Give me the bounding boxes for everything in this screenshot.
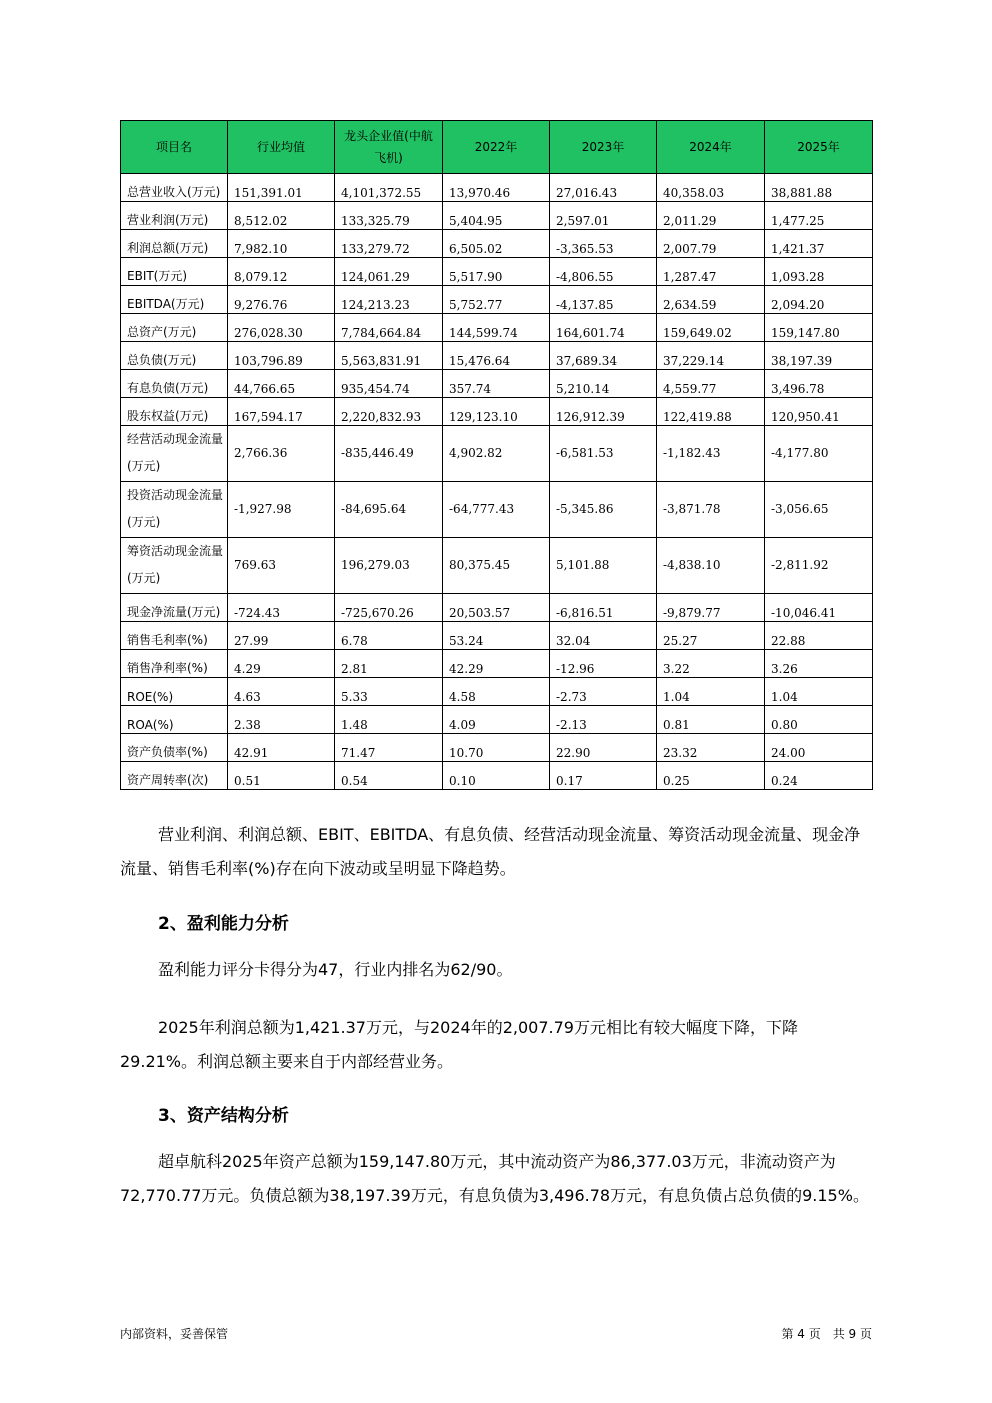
- value-cell: 164,601.74: [550, 314, 657, 342]
- value-cell: 5,752.77: [443, 286, 550, 314]
- table-row: [121, 706, 873, 734]
- value-cell: 24.00: [765, 734, 873, 762]
- value-cell: 0.17: [550, 762, 657, 790]
- value-cell: -9,879.77: [657, 594, 765, 622]
- row-label-cell: 总资产(万元): [121, 314, 228, 342]
- value-cell: 7,982.10: [228, 230, 335, 258]
- row-label-cell: 利润总额(万元): [121, 230, 228, 258]
- value-cell: 1,421.37: [765, 230, 873, 258]
- value-cell: 124,213.23: [335, 286, 443, 314]
- value-cell: 4.09: [443, 706, 550, 734]
- value-cell: 25.27: [657, 622, 765, 650]
- row-label-cell: EBIT(万元): [121, 258, 228, 286]
- row-label-cell: 筹资活动现金流量(万元): [121, 538, 228, 594]
- value-cell: 4,902.82: [443, 426, 550, 482]
- paragraph-trend: 营业利润、利润总额、EBIT、EBITDA、有息负债、经营活动现金流量、筹资活动现金流量、现金净流量、销售毛利率(%)存在向下波动或呈明显下降趋势。: [120, 825, 861, 878]
- value-cell: 1.48: [335, 706, 443, 734]
- value-cell: 53.24: [443, 622, 550, 650]
- paragraph-score: 盈利能力评分卡得分为47，行业内排名为62/90。: [158, 960, 513, 979]
- value-cell: -1,927.98: [228, 482, 335, 538]
- table-row: [121, 426, 873, 482]
- value-cell: 2,220,832.93: [335, 398, 443, 426]
- header-cell: 龙头企业值(中航飞机): [335, 121, 443, 174]
- value-cell: -4,137.85: [550, 286, 657, 314]
- table-row: [121, 286, 873, 314]
- value-cell: 71.47: [335, 734, 443, 762]
- value-cell: 357.74: [443, 370, 550, 398]
- table-row: [121, 762, 873, 790]
- value-cell: 5,404.95: [443, 202, 550, 230]
- value-cell: -84,695.64: [335, 482, 443, 538]
- row-label-cell: 资产负债率(%): [121, 734, 228, 762]
- value-cell: 42.29: [443, 650, 550, 678]
- value-cell: 122,419.88: [657, 398, 765, 426]
- value-cell: 129,123.10: [443, 398, 550, 426]
- footer-page-number: 第 4 页 共 9 页: [781, 1327, 872, 1341]
- row-label-cell: 销售净利率(%): [121, 650, 228, 678]
- value-cell: 769.63: [228, 538, 335, 594]
- value-cell: 38,881.88: [765, 174, 873, 202]
- value-cell: -6,816.51: [550, 594, 657, 622]
- table-row: [121, 650, 873, 678]
- value-cell: -725,670.26: [335, 594, 443, 622]
- value-cell: -1,182.43: [657, 426, 765, 482]
- value-cell: 9,276.76: [228, 286, 335, 314]
- value-cell: 40,358.03: [657, 174, 765, 202]
- value-cell: 80,375.45: [443, 538, 550, 594]
- value-cell: 23.32: [657, 734, 765, 762]
- paragraph-profit-total: 2025年利润总额为1,421.37万元，与2024年的2,007.79万元相比有较大幅度下降，下降29.21%。利润总额主要来自于内部经营业务。: [120, 1018, 798, 1071]
- value-cell: 0.10: [443, 762, 550, 790]
- footer-confidential: 内部资料，妥善保管: [120, 1327, 229, 1341]
- table-row: [121, 342, 873, 370]
- row-label-cell: 股东权益(万元): [121, 398, 228, 426]
- section-heading-asset-structure: 3、资产结构分析: [158, 1106, 289, 1126]
- value-cell: 37,229.14: [657, 342, 765, 370]
- value-cell: 0.24: [765, 762, 873, 790]
- table-row: [121, 538, 873, 594]
- header-cell: 2025年: [765, 121, 873, 174]
- header-cell: 行业均值: [228, 121, 335, 174]
- row-label-cell: 现金净流量(万元): [121, 594, 228, 622]
- value-cell: 4,559.77: [657, 370, 765, 398]
- value-cell: 151,391.01: [228, 174, 335, 202]
- value-cell: 20,503.57: [443, 594, 550, 622]
- row-label-cell: 有息负债(万元): [121, 370, 228, 398]
- value-cell: 0.54: [335, 762, 443, 790]
- table-body: [121, 174, 873, 790]
- header-cell: 2022年: [443, 121, 550, 174]
- value-cell: 159,147.80: [765, 314, 873, 342]
- value-cell: 27.99: [228, 622, 335, 650]
- table-row: [121, 734, 873, 762]
- value-cell: 1,093.28: [765, 258, 873, 286]
- table-row: [121, 370, 873, 398]
- value-cell: 6,505.02: [443, 230, 550, 258]
- row-label-cell: ROA(%): [121, 706, 228, 734]
- value-cell: 133,279.72: [335, 230, 443, 258]
- header-cell: 2024年: [657, 121, 765, 174]
- header-cell: 2023年: [550, 121, 657, 174]
- value-cell: 1,477.25: [765, 202, 873, 230]
- value-cell: 1.04: [657, 678, 765, 706]
- value-cell: 2.81: [335, 650, 443, 678]
- row-label-cell: 经营活动现金流量(万元): [121, 426, 228, 482]
- table-row: [121, 398, 873, 426]
- value-cell: 935,454.74: [335, 370, 443, 398]
- row-label-cell: ROE(%): [121, 678, 228, 706]
- value-cell: -835,446.49: [335, 426, 443, 482]
- value-cell: 42.91: [228, 734, 335, 762]
- section-heading-profitability: 2、盈利能力分析: [158, 914, 289, 934]
- value-cell: 32.04: [550, 622, 657, 650]
- value-cell: -5,345.86: [550, 482, 657, 538]
- value-cell: 3.22: [657, 650, 765, 678]
- value-cell: 124,061.29: [335, 258, 443, 286]
- row-label-cell: 销售毛利率(%): [121, 622, 228, 650]
- value-cell: -3,365.53: [550, 230, 657, 258]
- value-cell: 6.78: [335, 622, 443, 650]
- table-row: [121, 314, 873, 342]
- table-row: [121, 594, 873, 622]
- table-row: [121, 482, 873, 538]
- value-cell: 0.51: [228, 762, 335, 790]
- paragraph-asset-structure: 超卓航科2025年资产总额为159,147.80万元，其中流动资产为86,377.03万元，非流动资产为72,770.77万元。负债总额为38,197.39万元，有息负债为3,496.78万元，有息负债占总负债的9.15%。: [120, 1152, 869, 1205]
- table-row: [121, 202, 873, 230]
- value-cell: 144,599.74: [443, 314, 550, 342]
- value-cell: 22.90: [550, 734, 657, 762]
- value-cell: 3,496.78: [765, 370, 873, 398]
- value-cell: 2,007.79: [657, 230, 765, 258]
- value-cell: 2,011.29: [657, 202, 765, 230]
- value-cell: 0.25: [657, 762, 765, 790]
- value-cell: 0.81: [657, 706, 765, 734]
- value-cell: -10,046.41: [765, 594, 873, 622]
- value-cell: -4,177.80: [765, 426, 873, 482]
- table-row: [121, 230, 873, 258]
- value-cell: 2,094.20: [765, 286, 873, 314]
- value-cell: 120,950.41: [765, 398, 873, 426]
- value-cell: 2,766.36: [228, 426, 335, 482]
- value-cell: 167,594.17: [228, 398, 335, 426]
- row-label-cell: 总营业收入(万元): [121, 174, 228, 202]
- value-cell: 10.70: [443, 734, 550, 762]
- value-cell: 4.63: [228, 678, 335, 706]
- value-cell: 5,563,831.91: [335, 342, 443, 370]
- value-cell: 2,634.59: [657, 286, 765, 314]
- value-cell: 5,517.90: [443, 258, 550, 286]
- row-label-cell: 总负债(万元): [121, 342, 228, 370]
- financial-table: [120, 120, 873, 790]
- row-label-cell: 资产周转率(次): [121, 762, 228, 790]
- value-cell: -2.13: [550, 706, 657, 734]
- value-cell: 276,028.30: [228, 314, 335, 342]
- value-cell: -2,811.92: [765, 538, 873, 594]
- value-cell: 15,476.64: [443, 342, 550, 370]
- value-cell: 196,279.03: [335, 538, 443, 594]
- value-cell: 5.33: [335, 678, 443, 706]
- table-row: [121, 622, 873, 650]
- value-cell: 1,287.47: [657, 258, 765, 286]
- row-label-cell: 营业利润(万元): [121, 202, 228, 230]
- value-cell: -4,838.10: [657, 538, 765, 594]
- table-row: [121, 678, 873, 706]
- value-cell: -2.73: [550, 678, 657, 706]
- value-cell: -12.96: [550, 650, 657, 678]
- value-cell: 3.26: [765, 650, 873, 678]
- value-cell: 2.38: [228, 706, 335, 734]
- value-cell: 37,689.34: [550, 342, 657, 370]
- row-label-cell: EBITDA(万元): [121, 286, 228, 314]
- table-row: [121, 258, 873, 286]
- value-cell: 0.80: [765, 706, 873, 734]
- table-header-row: [121, 121, 873, 174]
- value-cell: -3,056.65: [765, 482, 873, 538]
- value-cell: 2,597.01: [550, 202, 657, 230]
- value-cell: 1.04: [765, 678, 873, 706]
- value-cell: -6,581.53: [550, 426, 657, 482]
- value-cell: 22.88: [765, 622, 873, 650]
- value-cell: 159,649.02: [657, 314, 765, 342]
- value-cell: -3,871.78: [657, 482, 765, 538]
- value-cell: 5,101.88: [550, 538, 657, 594]
- value-cell: 126,912.39: [550, 398, 657, 426]
- value-cell: 38,197.39: [765, 342, 873, 370]
- value-cell: 4.29: [228, 650, 335, 678]
- value-cell: 8,079.12: [228, 258, 335, 286]
- value-cell: 27,016.43: [550, 174, 657, 202]
- header-cell: 项目名: [121, 121, 228, 174]
- value-cell: 44,766.65: [228, 370, 335, 398]
- value-cell: 13,970.46: [443, 174, 550, 202]
- value-cell: -4,806.55: [550, 258, 657, 286]
- row-label-cell: 投资活动现金流量(万元): [121, 482, 228, 538]
- value-cell: 4.58: [443, 678, 550, 706]
- value-cell: -724.43: [228, 594, 335, 622]
- value-cell: 4,101,372.55: [335, 174, 443, 202]
- value-cell: 8,512.02: [228, 202, 335, 230]
- value-cell: 5,210.14: [550, 370, 657, 398]
- table-row: [121, 174, 873, 202]
- value-cell: -64,777.43: [443, 482, 550, 538]
- value-cell: 133,325.79: [335, 202, 443, 230]
- value-cell: 103,796.89: [228, 342, 335, 370]
- value-cell: 7,784,664.84: [335, 314, 443, 342]
